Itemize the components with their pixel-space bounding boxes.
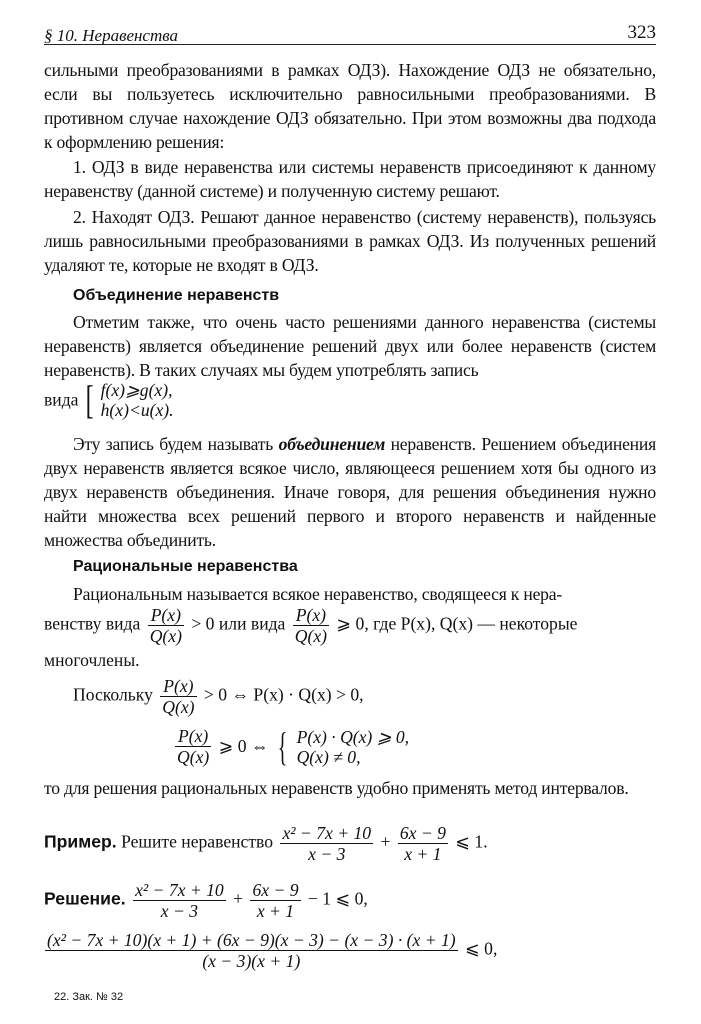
solution-line-1 [44, 880, 368, 921]
solution-line-2 [42, 930, 497, 971]
frac-num: P(x) [148, 605, 184, 626]
frac-den: x + 1 [256, 901, 295, 921]
page-number: 323 [627, 22, 656, 43]
frac-num: 6x − 9 [399, 823, 446, 843]
frac-den: x − 3 [160, 901, 199, 921]
solution-fraction-2 [250, 880, 300, 921]
paragraph-rational-intro: Рациональным называется всякое неравенство, сводящееся к нера- [73, 584, 563, 604]
eq2-mid: ⩾ 0 ⇔ [218, 736, 269, 756]
eq2-system [297, 727, 409, 767]
paragraph-union-definition [44, 432, 656, 552]
text-ge0: ⩾ 0, где P(x), Q(x) — некоторые [336, 613, 578, 634]
frac-num: P(x) [160, 676, 196, 697]
union-system [101, 380, 174, 420]
system-brace: { [277, 723, 288, 769]
solution-tail: − 1 ⩽ 0, [307, 888, 368, 909]
frac-num: x² − 7x + 10 [282, 823, 372, 843]
solution-big-fraction [45, 930, 458, 971]
text-vida: венству вида [44, 613, 141, 634]
vida-label: вида [44, 389, 79, 410]
example-fraction-1 [280, 823, 373, 864]
union-line-1: f(x)⩾g(x), [100, 380, 173, 400]
frac-num: 6x − 9 [252, 880, 299, 900]
paragraph-interval-method: то для решения рациональных неравенств удобно применять метод интервалов. [44, 778, 629, 798]
running-header [44, 22, 656, 45]
text-gt0: > 0 или вида [191, 613, 286, 634]
equivalence-2 [172, 723, 410, 769]
example-label: Пример. [44, 831, 117, 852]
heading-union: Объединение неравенств [73, 287, 280, 304]
frac-num: (x² − 7x + 10)(x + 1) + (6x − 9)(x − 3) − (x − 3) · (x + 1) [47, 930, 456, 950]
union-bracket: [ [85, 377, 94, 422]
section-title: § 10. Неравенства [44, 26, 179, 45]
frac-num: P(x) [293, 605, 329, 626]
example-fraction-2 [398, 823, 448, 864]
eq2-system-line-2: Q(x) ≠ 0, [296, 746, 361, 767]
plus-sign: + [233, 888, 244, 909]
def-text-before: Эту запись будем называть [73, 434, 279, 454]
printer-signature: 22. Зак. № 32 [54, 991, 124, 1003]
frac-den: Q(x) [177, 747, 210, 767]
eq1-rhs: > 0 ⇔ P(x) · Q(x) > 0, [203, 684, 364, 705]
frac-num: x² − 7x + 10 [135, 880, 224, 900]
paragraph-approach-1: 1. ОДЗ в виде неравенства или системы неравенств присоединяют к данному неравенству (данной системе) и полученную систему решают. [44, 157, 656, 201]
rational-definition-line [44, 605, 578, 646]
text-since: Поскольку [73, 684, 153, 705]
fraction-p-over-q [148, 605, 184, 646]
example [44, 823, 488, 864]
paragraph-union-intro: Отметим также, что очень часто решениями данного неравенства (системы неравенств) является объединение решений двух или более неравенств (систем неравенств). В таких случаях мы будем употреблять запись [44, 312, 656, 380]
frac-den: x − 3 [308, 844, 346, 864]
eq2-system-line-1: P(x) · Q(x) ⩾ 0, [296, 726, 410, 747]
union-line-2: h(x)<u(x). [100, 400, 174, 420]
def-term: объединением [278, 434, 386, 454]
frac-den: x + 1 [404, 844, 442, 864]
fraction-p-over-q-2 [293, 605, 329, 646]
solution-fraction-1 [133, 880, 226, 921]
solution-big-tail: ⩽ 0, [465, 938, 498, 959]
frac-den: Q(x) [294, 626, 328, 646]
frac-num: P(x) [175, 726, 211, 747]
plus-sign: + [380, 831, 391, 852]
union-notation [44, 377, 174, 422]
example-text: Решите неравенство [121, 831, 274, 852]
paragraph-approach-2: 2. Находят ОДЗ. Решают данное неравенство (систему неравенств), пользуясь лишь равносильными преобразованиями в рамках ОДЗ. Из полученных решений удаляют те, которые не входят в ОДЗ. [44, 207, 656, 275]
frac-den: Q(x) [149, 626, 182, 646]
equivalence-1 [73, 676, 364, 717]
def-text-after: неравенств. Решением объединения двух неравенств является всякое число, являющееся решением хотя бы одного из двух неравенств объединения. Иначе говоря, для решения объединения нужно найти множества всех решений первого и второго неравенств и найденные множества объединить. [44, 434, 656, 550]
example-tail: ⩽ 1. [455, 831, 488, 852]
fraction-p-over-q-4 [175, 726, 211, 767]
paragraph-odz-intro: сильными преобразованиями в рамках ОДЗ). Нахождение ОДЗ не обязательно, если вы пользуетесь исключительно равносильными преобразованиями. В противном случае нахождение ОДЗ обязательно. При этом возможны два подхода к оформлению решения: [44, 60, 656, 152]
heading-rational: Рациональные неравенства [73, 558, 298, 575]
solution-label: Решение. [44, 888, 126, 909]
fraction-p-over-q-3 [160, 676, 196, 717]
frac-den: Q(x) [162, 697, 195, 717]
frac-den: (x − 3)(x + 1) [202, 951, 301, 971]
text-polynomials: многочлены. [44, 650, 140, 670]
